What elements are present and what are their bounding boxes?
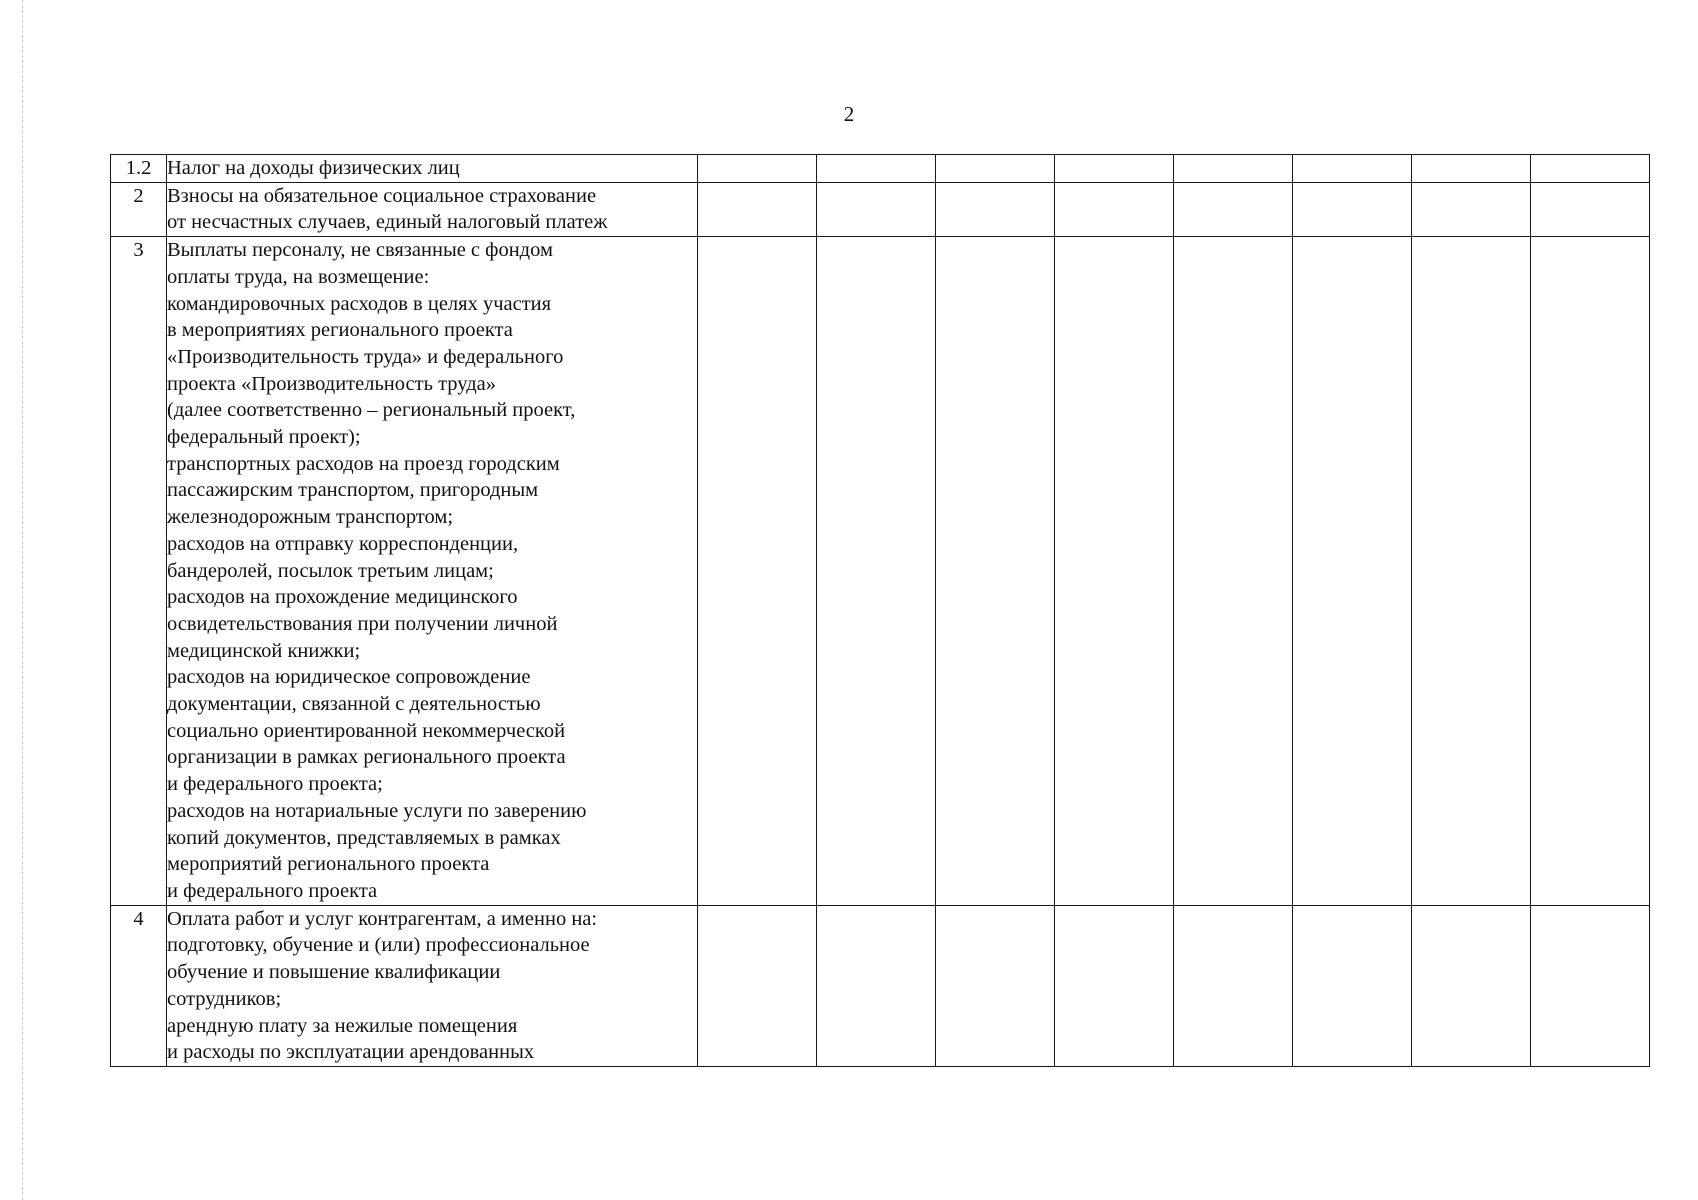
table-row [111, 182, 1650, 236]
row-number-cell: 2 [111, 182, 167, 236]
empty-value-cell [1174, 182, 1293, 236]
description-line: Взносы на обязательное социальное страхование [167, 184, 597, 207]
empty-value-cell [1055, 237, 1174, 906]
empty-value-cell [817, 237, 936, 906]
empty-value-cell [936, 155, 1055, 183]
description-line: сотрудников; [167, 987, 282, 1010]
description-line: документации, связанной с деятельностью [167, 693, 541, 716]
empty-value-cell [1174, 237, 1293, 906]
description-line: командировочных расходов в целях участия [167, 292, 552, 315]
empty-value-cell [1293, 155, 1412, 183]
description-line: «Производительность труда» и федерального [167, 345, 564, 368]
description-line: Налог на доходы физических лиц [167, 157, 460, 179]
description-line: и федерального проекта; [167, 773, 383, 796]
table-row [111, 155, 1650, 183]
empty-value-cell [1412, 237, 1531, 906]
empty-value-cell [1412, 905, 1531, 1066]
expense-table-body [111, 155, 1650, 1067]
description-line: оплаты труда, на возмещение: [167, 265, 430, 288]
description-line: арендную плату за нежилые помещения [167, 1014, 518, 1037]
description-line: (далее соответственно – региональный проект, [167, 399, 576, 422]
empty-value-cell [1055, 155, 1174, 183]
table-row [111, 905, 1650, 1066]
description-line: в мероприятиях регионального проекта [167, 319, 513, 342]
empty-value-cell [1412, 182, 1531, 236]
description-line: и федерального проекта [167, 879, 378, 902]
description-line: и расходы по эксплуатации арендованных [167, 1041, 535, 1064]
description-line: расходов на нотариальные услуги по заверению [167, 799, 587, 822]
empty-value-cell [1055, 905, 1174, 1066]
empty-value-cell [936, 905, 1055, 1066]
empty-value-cell [1531, 237, 1650, 906]
empty-value-cell [698, 182, 817, 236]
description-line: Выплаты персоналу, не связанные с фондом [167, 239, 553, 262]
empty-value-cell [936, 237, 1055, 906]
description-line: организации в рамках регионального проекта [167, 746, 566, 769]
description-line: мероприятий регионального проекта [167, 853, 490, 876]
description-line: железнодорожным транспортом; [167, 506, 454, 529]
empty-value-cell [817, 155, 936, 183]
empty-value-cell [698, 905, 817, 1066]
expense-description-cell [167, 155, 698, 183]
description-line: освидетельствования при получении личной [167, 612, 558, 635]
empty-value-cell [698, 155, 817, 183]
description-line: медицинской книжки; [167, 639, 361, 662]
row-number-cell: 3 [111, 237, 167, 906]
description-line: социально ориентированной некоммерческой [167, 719, 566, 742]
empty-value-cell [1531, 182, 1650, 236]
description-line: от несчастных случаев, единый налоговый платеж [167, 211, 608, 234]
description-line: расходов на отправку корреспонденции, [167, 532, 519, 555]
empty-value-cell [1412, 155, 1531, 183]
table-row [111, 237, 1650, 906]
empty-value-cell [1174, 155, 1293, 183]
empty-value-cell [698, 237, 817, 906]
description-line: транспортных расходов на проезд городским [167, 452, 560, 475]
description-line: обучение и повышение квалификации [167, 961, 501, 984]
empty-value-cell [817, 182, 936, 236]
empty-value-cell [936, 182, 1055, 236]
description-line: подготовку, обучение и (или) профессиональное [167, 934, 590, 957]
description-line: расходов на юридическое сопровождение [167, 666, 531, 689]
description-line: бандеролей, посылок третьим лицам; [167, 559, 494, 582]
description-line: федеральный проект); [167, 426, 361, 449]
description-line: копий документов, представляемых в рамках [167, 826, 561, 849]
empty-value-cell [1531, 155, 1650, 183]
expense-description-cell [167, 182, 698, 236]
description-line: Оплата работ и услуг контрагентам, а именно на: [167, 907, 598, 930]
expense-description-cell [167, 237, 698, 906]
row-number-cell: 4 [111, 905, 167, 1066]
empty-value-cell [1293, 905, 1412, 1066]
empty-value-cell [817, 905, 936, 1066]
empty-value-cell [1055, 182, 1174, 236]
empty-value-cell [1531, 905, 1650, 1066]
description-line: пассажирским транспортом, пригородным [167, 479, 539, 502]
page-number: 2 [843, 102, 855, 126]
empty-value-cell [1293, 182, 1412, 236]
expense-description-cell [167, 905, 698, 1066]
empty-value-cell [1174, 905, 1293, 1066]
empty-value-cell [1293, 237, 1412, 906]
expense-table [110, 154, 1650, 1067]
scan-edge-mark [22, 0, 23, 1200]
description-line: расходов на прохождение медицинского [167, 586, 518, 609]
row-number-cell: 1.2 [111, 155, 167, 183]
description-line: проекта «Производительность труда» [167, 372, 496, 395]
